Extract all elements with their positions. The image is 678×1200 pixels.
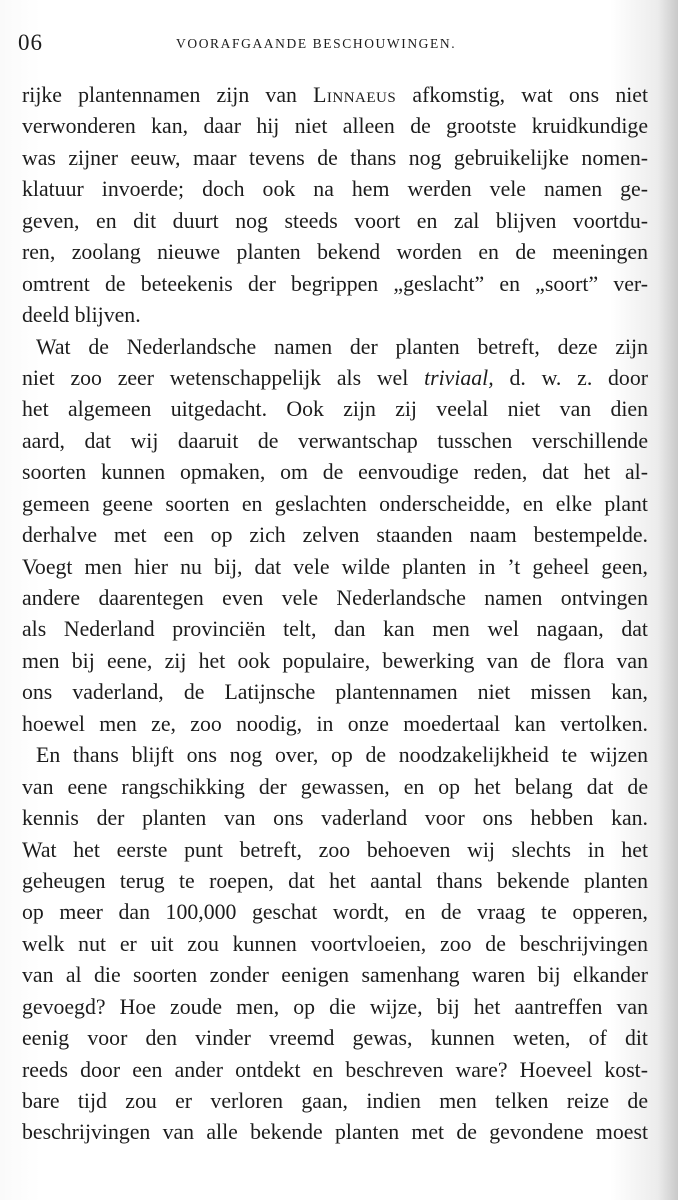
text-line: was zijner eeuw, maar tevens de thans nog gebruikelijke nomen- bbox=[22, 145, 648, 170]
page-number: 06 bbox=[18, 30, 43, 55]
text-line: geheugen terug te roepen, dat het aantal thans bekende planten bbox=[22, 868, 648, 893]
paragraph-end-line: hoewel men ze, zoo noodig, in onze moedertaal kan vertolken. bbox=[22, 711, 648, 736]
text-line: andere daarentegen even vele Nederlandsche namen ontvingen bbox=[22, 586, 648, 610]
text-line: verwonderen kan, daar hij niet alleen de grootste kruidkundige bbox=[22, 114, 648, 139]
running-head: VOORAFGAANDE BESCHOUWINGEN. bbox=[176, 36, 457, 51]
italic-term: triviaal, bbox=[424, 365, 494, 390]
text-line: Voegt men hier nu bij, dat vele wilde planten in ’t geheel geen, bbox=[22, 554, 648, 579]
text-line: van al die soorten zonder eenigen samenhang waren bij elkander bbox=[22, 963, 648, 988]
text-line: ons vaderland, de Latijnsche plantennamen niet missen kan, bbox=[22, 680, 648, 705]
page-header bbox=[0, 30, 678, 56]
text-line: Wat het eerste punt betreft, zoo behoeven wij slechts in het bbox=[22, 837, 648, 862]
text-line: soorten kunnen opmaken, om de eenvoudige reden, dat het al- bbox=[22, 460, 648, 485]
text-line: omtrent de beteekenis der begrippen „geslacht” en „soort” ver- bbox=[22, 271, 648, 296]
text-line: gevoegd? Hoe zoude men, op die wijze, bij het aantreffen van bbox=[22, 994, 648, 1019]
text-line: als Nederland provinciën telt, dan kan men wel nagaan, dat bbox=[22, 617, 648, 642]
text-line: rijke plantennamen zijn van Linnaeus afkomstig, wat ons niet bbox=[22, 83, 648, 107]
text-line: geven, en dit duurt nog steeds voort en zal blijven voortdu- bbox=[22, 208, 648, 233]
paragraph-start-line: En thans blijft ons nog over, op de noodzakelijkheid te wijzen bbox=[36, 743, 648, 768]
text-line: welk nut er uit zou kunnen voortvloeien, zoo de beschrijvingen bbox=[22, 931, 648, 956]
text-line: gemeen geene soorten en geslachten onderscheidde, en elke plant bbox=[22, 491, 648, 516]
text-line: eenig voor den vinder vreemd gewas, kunnen weten, of dit bbox=[22, 1026, 648, 1051]
text-line: derhalve met een op zich zelven staanden naam bestempelde. bbox=[22, 523, 648, 548]
text-line: bare tijd zou er verloren gaan, indien men telken reize de bbox=[22, 1089, 648, 1113]
text-line: aard, dat wij daaruit de verwantschap tusschen verschillende bbox=[22, 428, 648, 453]
paragraph-end-line: deeld blijven. bbox=[22, 303, 141, 328]
text-line: reeds door een ander ontdekt en beschreven ware? Hoeveel kost- bbox=[22, 1057, 648, 1082]
text-line: het algemeen uitgedacht. Ook zijn zij veelal niet van dien bbox=[22, 397, 648, 422]
text-line: ren, zoolang nieuwe planten bekend worden en de meeningen bbox=[22, 240, 648, 265]
body-text bbox=[22, 80, 648, 1149]
text-line: niet zoo zeer wetenschappelijk als wel triviaal, d. w. z. door bbox=[22, 365, 648, 390]
text-line: kennis der planten van ons vaderland voor ons hebben kan. bbox=[22, 806, 648, 831]
text-line: klatuur invoerde; doch ook na hem werden vele namen ge- bbox=[22, 177, 648, 202]
text-line: van eene rangschikking der gewassen, en op het belang dat de bbox=[22, 774, 648, 799]
text-line: beschrijvingen van alle bekende planten met de gevondene moest bbox=[22, 1120, 648, 1145]
paragraph-start-line: Wat de Nederlandsche namen der planten betreft, deze zijn bbox=[36, 334, 648, 359]
author-name: Linnaeus bbox=[313, 83, 397, 107]
text-line: men bij eene, zij het ook populaire, bewerking van de flora van bbox=[22, 648, 648, 673]
text-line: op meer dan 100,000 geschat wordt, en de vraag te opperen, bbox=[22, 900, 648, 925]
